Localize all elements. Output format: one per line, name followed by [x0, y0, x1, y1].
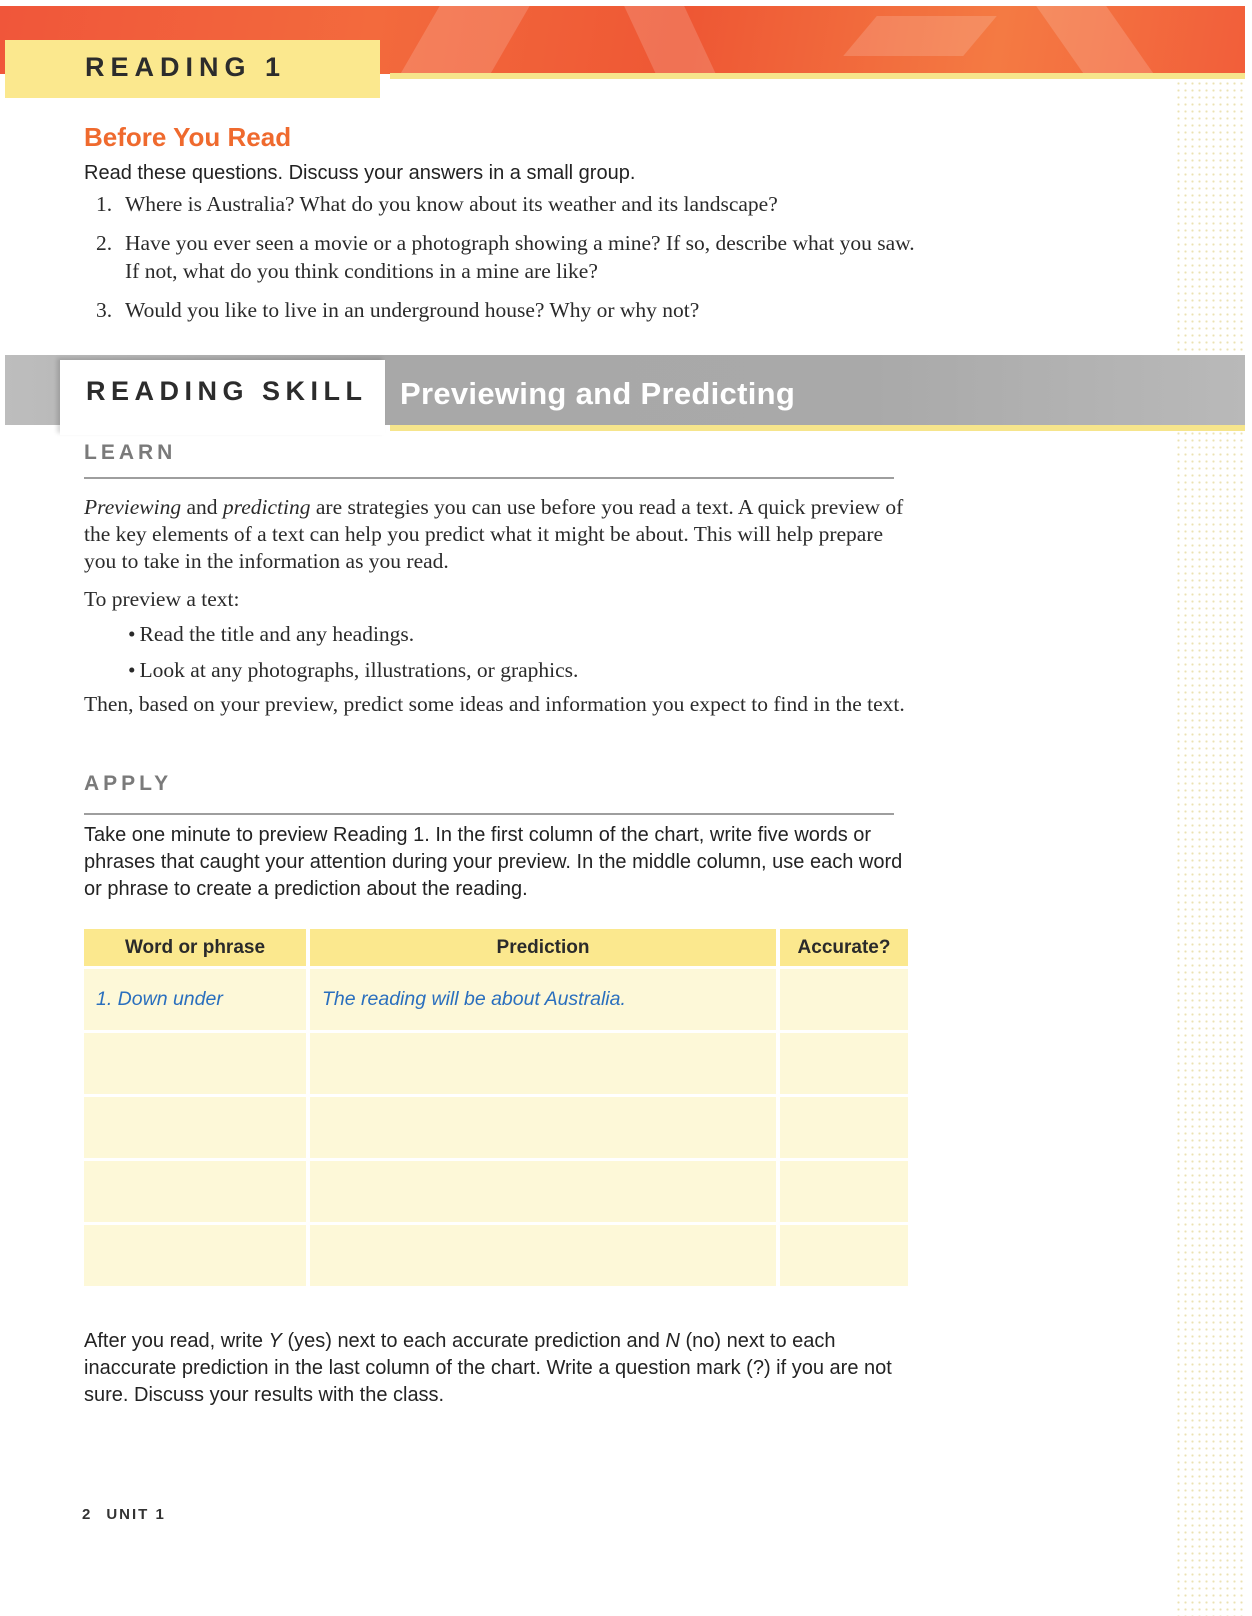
question-item [96, 190, 916, 218]
after-part-3: (no) next to each inaccurate prediction in the last column of the chart. Write a question mark (?) if you are not sure. Discuss your results with the class. [84, 1330, 892, 1406]
learn-intro [84, 494, 914, 575]
preview-bullet-list [128, 622, 578, 694]
header-accurate: Accurate? [780, 929, 908, 966]
prediction-cell[interactable] [310, 1033, 776, 1094]
before-you-read-instruction: Read these questions. Discuss your answers in a small group. [84, 162, 636, 184]
word-cell[interactable] [84, 1161, 306, 1222]
prediction-cell[interactable] [310, 1225, 776, 1286]
table-row [84, 1225, 908, 1286]
prediction-cell[interactable] [310, 1097, 776, 1158]
question-item [96, 296, 916, 324]
bullet-item: • Read the title and any headings. [128, 622, 578, 647]
accurate-cell[interactable] [780, 1097, 908, 1158]
learn-rule [84, 477, 894, 479]
accurate-cell[interactable] [780, 1225, 908, 1286]
word-cell[interactable] [84, 1225, 306, 1286]
reading-skill-title: Previewing and Predicting [400, 376, 796, 411]
page-footer [82, 1506, 166, 1523]
term-predicting: predicting [222, 495, 311, 519]
question-item [96, 229, 916, 285]
accurate-cell[interactable] [780, 1161, 908, 1222]
preview-lead: To preview a text: [84, 587, 240, 611]
word-cell[interactable] [84, 1097, 306, 1158]
header-prediction: Prediction [310, 929, 776, 966]
dot-pattern-decoration [1175, 80, 1245, 1616]
learn-conclusion: Then, based on your preview, predict some ideas and information you expect to find in the text. [84, 692, 905, 716]
reading-skill-underline [390, 425, 1245, 431]
chart-header-row [84, 929, 908, 966]
question-text: Would you like to live in an underground house? Why or why not? [125, 298, 700, 322]
reading-skill-tab [60, 360, 385, 435]
apply-heading: APPLY [84, 772, 173, 795]
after-y-letter: Y [268, 1330, 282, 1352]
after-reading-instruction [84, 1328, 914, 1409]
header-underline [390, 73, 1245, 79]
after-part-1: After you read, write [84, 1330, 263, 1352]
term-previewing: Previewing [84, 495, 182, 519]
word-cell[interactable]: 1. Down under [84, 969, 306, 1030]
header-word-or-phrase: Word or phrase [84, 929, 306, 966]
reading-skill-label: READING SKILL [86, 376, 368, 406]
table-row [84, 1033, 908, 1094]
after-n-letter: N [665, 1330, 680, 1352]
prediction-cell[interactable]: The reading will be about Australia. [310, 969, 776, 1030]
after-part-2: (yes) next to each accurate prediction and [287, 1330, 660, 1352]
learn-heading: LEARN [84, 441, 177, 464]
intro-rest: are strategies you can use before you read a text. A quick preview of the key elements of a text can help you predict what it might be about. This will help prepare you to take in the information as you read. [84, 495, 904, 573]
reading-label: READING 1 [85, 52, 287, 82]
accurate-cell[interactable] [780, 1033, 908, 1094]
question-number: 3. [96, 298, 113, 322]
accurate-cell[interactable] [780, 969, 908, 1030]
word-cell[interactable] [84, 1033, 306, 1094]
question-text: Have you ever seen a movie or a photograph showing a mine? If so, describe what you saw. If not, what do you think conditions in a mine are like? [125, 231, 915, 283]
apply-rule [84, 813, 894, 815]
table-row [84, 1097, 908, 1158]
table-row [84, 969, 908, 1030]
unit-label: UNIT 1 [106, 1506, 166, 1523]
bullet-item: • Look at any photographs, illustrations, or graphics. [128, 658, 578, 683]
question-number: 1. [96, 192, 113, 216]
apply-instruction: Take one minute to preview Reading 1. In the first column of the chart, write five words or phrases that caught your attention during your preview. In the middle column, use each word or phrase to create a prediction about the reading. [84, 824, 903, 900]
prediction-chart [80, 926, 912, 1289]
reading-tab [5, 40, 380, 98]
question-text: Where is Australia? What do you know about its weather and its landscape? [125, 192, 778, 216]
prediction-cell[interactable] [310, 1161, 776, 1222]
question-number: 2. [96, 231, 113, 255]
table-row [84, 1161, 908, 1222]
before-you-read-title: Before You Read [84, 122, 292, 152]
page-number: 2 [82, 1506, 93, 1523]
intro-connector: and [186, 495, 218, 519]
question-list [96, 190, 916, 335]
